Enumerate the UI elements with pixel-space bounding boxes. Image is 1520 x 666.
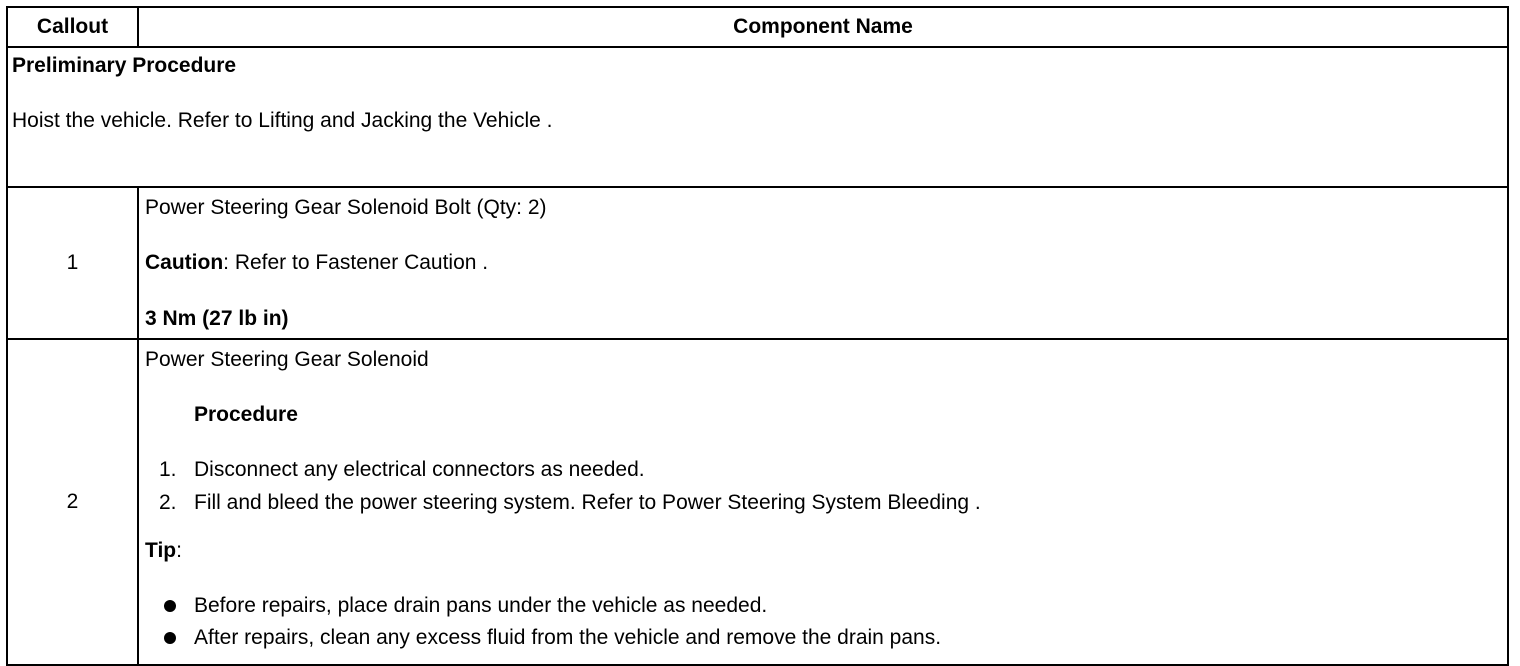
- list-item: [145, 590, 1501, 622]
- tip-list: [145, 590, 1501, 654]
- torque-spec: 3 Nm (27 lb in): [145, 307, 289, 330]
- procedure-steps: [145, 453, 1501, 519]
- procedure-table: [6, 6, 1509, 666]
- list-item: [145, 453, 1501, 486]
- list-item: [145, 622, 1501, 654]
- callout-header: Callout: [7, 7, 138, 47]
- caution-text: : Refer to Fastener Caution .: [223, 251, 489, 274]
- bullet-icon: [164, 600, 176, 612]
- caution-label: Caution: [145, 251, 224, 274]
- component-cell: [138, 339, 1508, 665]
- tip-line: [145, 539, 1501, 563]
- step-number: 1.: [159, 458, 177, 481]
- tip-suffix: :: [176, 539, 182, 562]
- component-name: Power Steering Gear Solenoid: [145, 348, 429, 371]
- table-row: [7, 339, 1508, 665]
- preliminary-cell: [7, 47, 1508, 187]
- step-number: 2.: [159, 491, 177, 514]
- component-name: Power Steering Gear Solenoid Bolt (Qty: 2): [145, 196, 547, 219]
- callout-number: 1: [7, 187, 138, 339]
- header-row: [7, 7, 1508, 47]
- step-text: Fill and bleed the power steering system. Refer to Power Steering System Bleeding .: [194, 491, 981, 514]
- component-name-header: Component Name: [138, 7, 1508, 47]
- tip-text: After repairs, clean any excess fluid from the vehicle and remove the drain pans.: [194, 626, 942, 649]
- list-item: [145, 486, 1501, 519]
- step-text: Disconnect any electrical connectors as needed.: [194, 458, 645, 481]
- preliminary-text: Hoist the vehicle. Refer to Lifting and Jacking the Vehicle .: [12, 109, 553, 132]
- tip-label: Tip: [145, 539, 177, 562]
- tip-text: Before repairs, place drain pans under the vehicle as needed.: [194, 594, 768, 617]
- preliminary-row: [7, 47, 1508, 187]
- callout-number: 2: [7, 339, 138, 665]
- preliminary-title: Preliminary Procedure: [12, 54, 237, 77]
- caution-line: [145, 251, 1501, 275]
- table-row: [7, 187, 1508, 339]
- procedure-title: Procedure: [194, 403, 298, 426]
- component-cell: [138, 187, 1508, 339]
